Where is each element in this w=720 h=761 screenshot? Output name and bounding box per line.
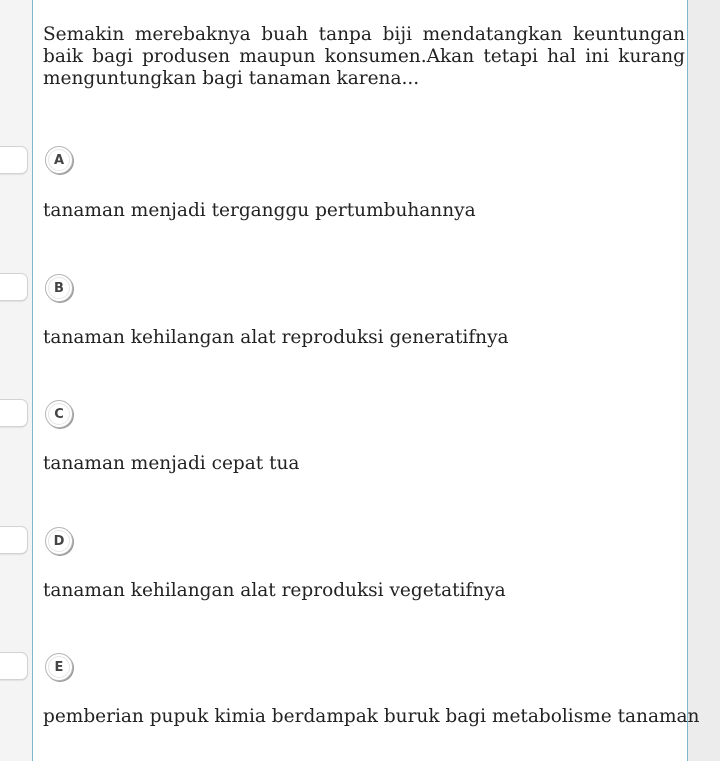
option-c-badge[interactable]: C [45, 400, 73, 428]
option-c-text[interactable]: tanaman menjadi cepat tua [43, 453, 300, 474]
question-text: Semakin merebaknya buah tanpa biji mendatangkan keuntungan baik bagi produsen maupun konsumen.Akan tetapi hal ini kurang menguntungkan bagi tanaman karena... [43, 24, 685, 89]
left-margin [0, 0, 32, 761]
option-d-selector[interactable] [0, 526, 28, 554]
option-e-text[interactable]: pemberian pupuk kimia berdampak buruk bagi metabolisme tanaman [43, 706, 700, 727]
option-d-text[interactable]: tanaman kehilangan alat reproduksi vegetatifnya [43, 580, 506, 601]
option-a-text[interactable]: tanaman menjadi terganggu pertumbuhannya [43, 200, 476, 221]
right-margin [688, 0, 720, 761]
option-b-badge[interactable]: B [45, 274, 73, 302]
option-a-selector[interactable] [0, 146, 28, 174]
option-a-badge[interactable]: A [45, 146, 73, 174]
question-card [32, 0, 688, 761]
option-e-badge[interactable]: E [45, 653, 73, 681]
option-b-text[interactable]: tanaman kehilangan alat reproduksi generatifnya [43, 327, 509, 348]
option-c-selector[interactable] [0, 399, 28, 427]
option-d-badge[interactable]: D [45, 527, 73, 555]
option-b-selector[interactable] [0, 273, 28, 301]
option-e-selector[interactable] [0, 652, 28, 680]
